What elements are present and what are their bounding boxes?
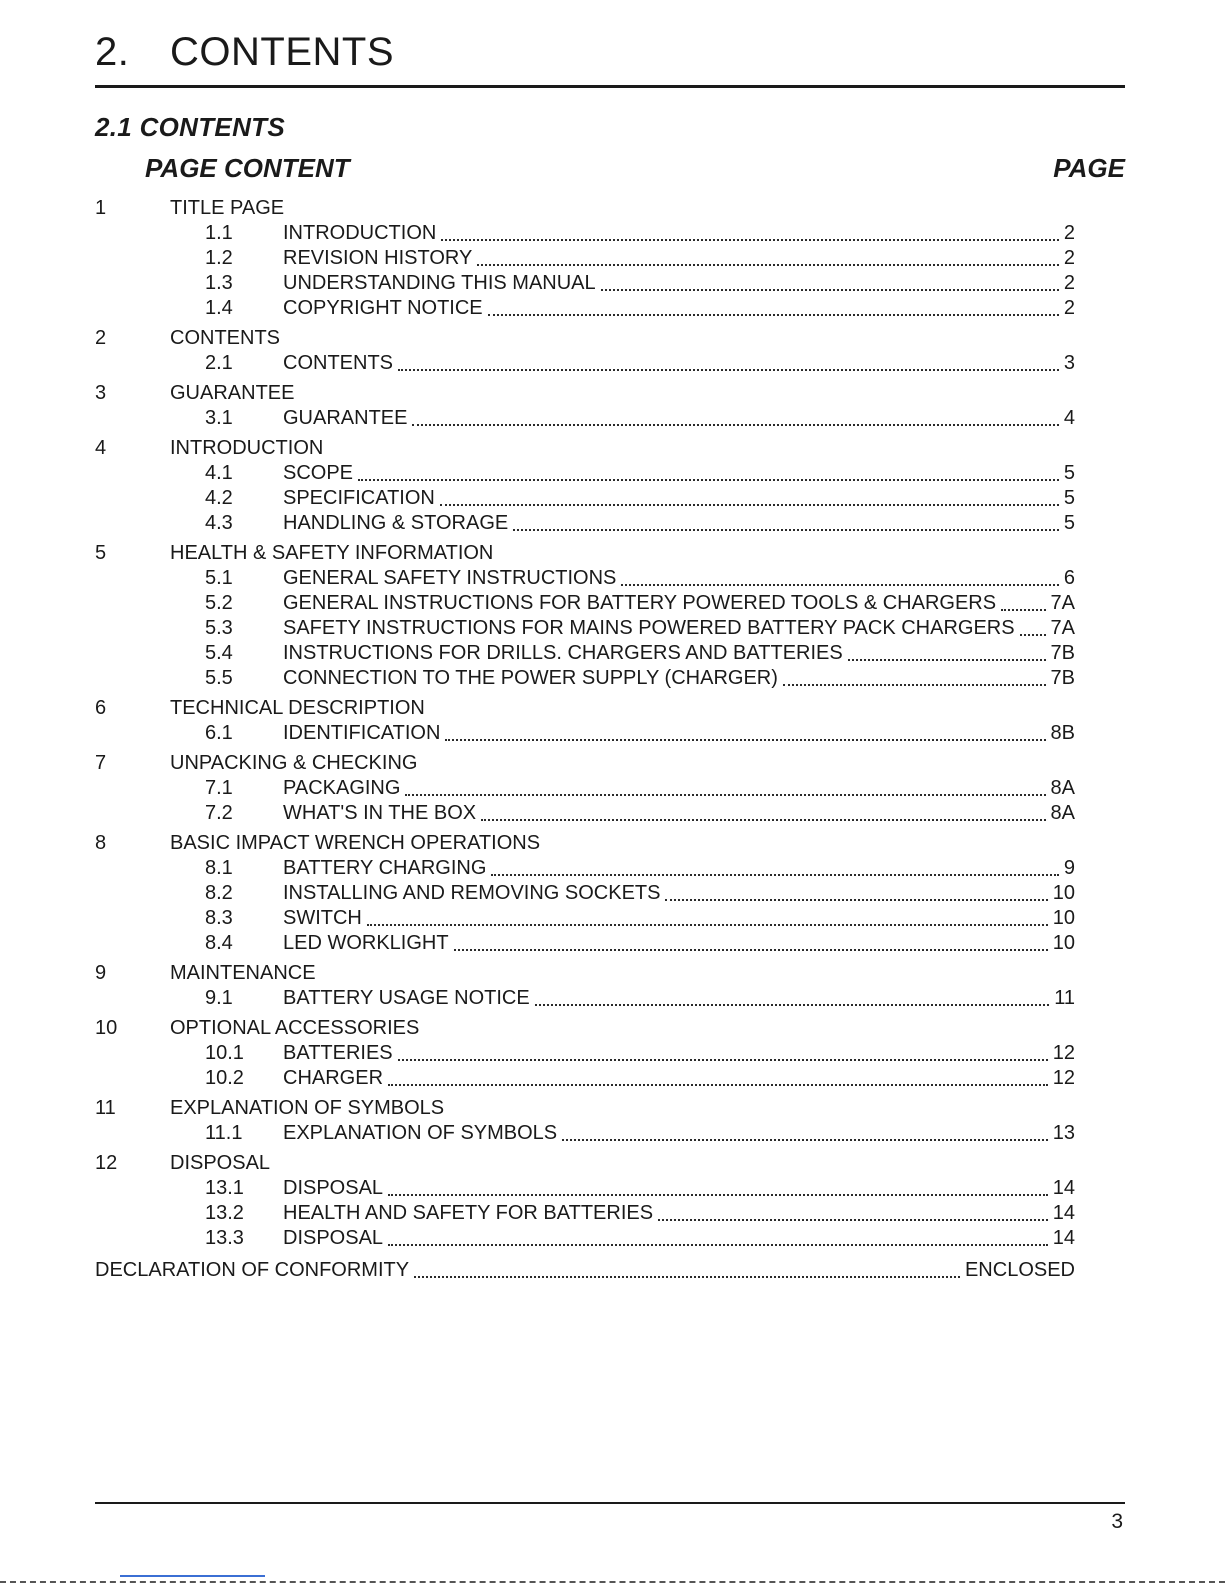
section-number: 11 bbox=[95, 1097, 116, 1119]
toc-item-row bbox=[95, 246, 1125, 271]
section-title: OPTIONAL ACCESSORIES bbox=[170, 1017, 420, 1039]
toc-item-row bbox=[95, 351, 1125, 376]
declaration-row bbox=[95, 1258, 1125, 1283]
toc-section-row bbox=[95, 381, 1125, 406]
leader-dots bbox=[454, 949, 1048, 951]
item-title: INSTRUCTIONS FOR DRILLS. CHARGERS AND BATTERIES bbox=[283, 642, 843, 664]
section-number: 5 bbox=[95, 542, 107, 564]
item-page: 12 bbox=[1052, 1042, 1075, 1064]
item-page: 14 bbox=[1052, 1177, 1075, 1199]
section-title: UNPACKING & CHECKING bbox=[170, 752, 418, 774]
toc-item-row bbox=[95, 591, 1125, 616]
leader-dots bbox=[440, 504, 1059, 506]
item-title: INSTALLING AND REMOVING SOCKETS bbox=[283, 882, 661, 904]
leader-dots bbox=[445, 739, 1045, 741]
toc-item-row bbox=[95, 616, 1125, 641]
item-title: GUARANTEE bbox=[283, 407, 408, 429]
chapter-title: CONTENTS bbox=[170, 30, 394, 74]
chapter-number: 2. bbox=[95, 30, 130, 74]
toc-item-row bbox=[95, 721, 1125, 746]
item-title: DISPOSAL bbox=[283, 1177, 384, 1199]
leader-dots bbox=[601, 289, 1059, 291]
item-page: 11 bbox=[1054, 987, 1075, 1009]
item-number: 1.3 bbox=[205, 272, 233, 294]
section-number: 12 bbox=[95, 1152, 118, 1174]
declaration-page: ENCLOSED bbox=[964, 1259, 1075, 1281]
item-page: 2 bbox=[1063, 247, 1075, 269]
section-title: EXPLANATION OF SYMBOLS bbox=[170, 1097, 445, 1119]
item-number: 2.1 bbox=[205, 352, 233, 374]
toc-item-row bbox=[95, 906, 1125, 931]
item-title: SCOPE bbox=[283, 462, 354, 484]
item-number: 1.1 bbox=[205, 222, 233, 244]
toc-section-row bbox=[95, 1096, 1125, 1121]
leader-dots bbox=[388, 1084, 1048, 1086]
section-title: TECHNICAL DESCRIPTION bbox=[170, 697, 425, 719]
toc-item-row bbox=[95, 406, 1125, 431]
section-number: 4 bbox=[95, 437, 107, 459]
item-title: BATTERIES bbox=[283, 1042, 393, 1064]
leader-dots bbox=[388, 1244, 1048, 1246]
toc-item-row bbox=[95, 776, 1125, 801]
item-page: 10 bbox=[1052, 882, 1075, 904]
item-number: 7.1 bbox=[205, 777, 233, 799]
item-number: 9.1 bbox=[205, 987, 233, 1009]
leader-dots bbox=[388, 1194, 1048, 1196]
section-number: 6 bbox=[95, 697, 107, 719]
section-title: TITLE PAGE bbox=[170, 197, 285, 219]
item-title: BATTERY CHARGING bbox=[283, 857, 487, 879]
chapter-heading bbox=[95, 0, 1125, 75]
leader-dots bbox=[665, 899, 1047, 901]
toc-item-row bbox=[95, 881, 1125, 906]
toc-item-row bbox=[95, 1041, 1125, 1066]
section-number: 7 bbox=[95, 752, 107, 774]
page-content bbox=[95, 0, 1125, 1283]
item-number: 10.1 bbox=[205, 1042, 244, 1064]
section-number: 9 bbox=[95, 962, 107, 984]
toc-item-row bbox=[95, 641, 1125, 666]
leader-dots bbox=[367, 924, 1048, 926]
scan-artifact-blue-line bbox=[120, 1575, 265, 1577]
leader-dots bbox=[491, 874, 1059, 876]
item-number: 8.4 bbox=[205, 932, 233, 954]
section-number: 10 bbox=[95, 1017, 118, 1039]
item-page: 10 bbox=[1052, 932, 1075, 954]
item-number: 5.4 bbox=[205, 642, 233, 664]
toc-item-row bbox=[95, 566, 1125, 591]
item-title: INTRODUCTION bbox=[283, 222, 437, 244]
item-number: 8.1 bbox=[205, 857, 233, 879]
footer-rule bbox=[95, 1502, 1125, 1504]
item-number: 4.3 bbox=[205, 512, 233, 534]
leader-dots bbox=[477, 264, 1059, 266]
toc-item-row bbox=[95, 856, 1125, 881]
column-header-page: PAGE bbox=[1053, 153, 1125, 183]
toc-item-row bbox=[95, 801, 1125, 826]
item-title: CONNECTION TO THE POWER SUPPLY (CHARGER) bbox=[283, 667, 778, 689]
leader-dots bbox=[405, 794, 1045, 796]
section-title: MAINTENANCE bbox=[170, 962, 316, 984]
toc-list bbox=[95, 196, 1125, 1251]
subsection-title: 2.1 CONTENTS bbox=[95, 112, 285, 142]
item-number: 5.2 bbox=[205, 592, 233, 614]
item-number: 5.1 bbox=[205, 567, 233, 589]
declaration-title: DECLARATION OF CONFORMITY bbox=[95, 1259, 410, 1281]
item-title: WHAT'S IN THE BOX bbox=[283, 802, 477, 824]
item-number: 4.2 bbox=[205, 487, 233, 509]
section-number: 3 bbox=[95, 382, 107, 404]
item-page: 14 bbox=[1052, 1227, 1075, 1249]
toc-item-row bbox=[95, 666, 1125, 691]
leader-dots bbox=[562, 1139, 1048, 1141]
leader-dots bbox=[398, 1059, 1048, 1061]
item-title: GENERAL SAFETY INSTRUCTIONS bbox=[283, 567, 617, 589]
item-page: 2 bbox=[1063, 222, 1075, 244]
item-number: 3.1 bbox=[205, 407, 233, 429]
item-number: 5.3 bbox=[205, 617, 233, 639]
leader-dots bbox=[414, 1276, 960, 1278]
item-page: 4 bbox=[1063, 407, 1075, 429]
section-number: 1 bbox=[95, 197, 107, 219]
item-title: CONTENTS bbox=[283, 352, 393, 374]
item-page: 7A bbox=[1050, 617, 1075, 639]
item-page: 8B bbox=[1050, 722, 1075, 744]
item-title: GENERAL INSTRUCTIONS FOR BATTERY POWERED TOOLS & CHARGERS bbox=[283, 592, 997, 614]
item-page: 7B bbox=[1050, 642, 1075, 664]
item-page: 5 bbox=[1063, 462, 1075, 484]
toc-section-row bbox=[95, 751, 1125, 776]
item-number: 6.1 bbox=[205, 722, 233, 744]
toc-item-row bbox=[95, 461, 1125, 486]
item-number: 8.2 bbox=[205, 882, 233, 904]
toc-item-row bbox=[95, 1226, 1125, 1251]
leader-dots bbox=[513, 529, 1059, 531]
section-title: BASIC IMPACT WRENCH OPERATIONS bbox=[170, 832, 541, 854]
item-number: 5.5 bbox=[205, 667, 233, 689]
item-page: 7B bbox=[1050, 667, 1075, 689]
leader-dots bbox=[783, 684, 1046, 686]
item-page: 7A bbox=[1050, 592, 1075, 614]
leader-dots bbox=[848, 659, 1046, 661]
item-page: 12 bbox=[1052, 1067, 1075, 1089]
toc-item-row bbox=[95, 1121, 1125, 1146]
leader-dots bbox=[488, 314, 1059, 316]
item-page: 2 bbox=[1063, 272, 1075, 294]
item-page: 8A bbox=[1050, 777, 1075, 799]
column-header-row bbox=[95, 153, 1125, 184]
item-page: 14 bbox=[1052, 1202, 1075, 1224]
toc-section-row bbox=[95, 1151, 1125, 1176]
item-number: 8.3 bbox=[205, 907, 233, 929]
toc-section-row bbox=[95, 831, 1125, 856]
leader-dots bbox=[398, 369, 1059, 371]
item-number: 4.1 bbox=[205, 462, 233, 484]
leader-dots bbox=[1001, 609, 1045, 611]
toc-section-row bbox=[95, 326, 1125, 351]
item-title: SAFETY INSTRUCTIONS FOR MAINS POWERED BATTERY PACK CHARGERS bbox=[283, 617, 1015, 639]
toc-item-row bbox=[95, 511, 1125, 536]
leader-dots bbox=[412, 424, 1058, 426]
toc-section-row bbox=[95, 436, 1125, 461]
section-title: HEALTH & SAFETY INFORMATION bbox=[170, 542, 494, 564]
section-number: 2 bbox=[95, 327, 107, 349]
item-number: 13.3 bbox=[205, 1227, 244, 1249]
leader-dots bbox=[441, 239, 1059, 241]
item-page: 9 bbox=[1063, 857, 1075, 879]
item-title: UNDERSTANDING THIS MANUAL bbox=[283, 272, 596, 294]
toc-section-row bbox=[95, 196, 1125, 221]
toc-section-row bbox=[95, 961, 1125, 986]
leader-dots bbox=[481, 819, 1045, 821]
item-page: 13 bbox=[1052, 1122, 1075, 1144]
item-number: 1.4 bbox=[205, 297, 233, 319]
item-title: EXPLANATION OF SYMBOLS bbox=[283, 1122, 558, 1144]
toc-section-row bbox=[95, 696, 1125, 721]
item-title: SWITCH bbox=[283, 907, 362, 929]
toc-item-row bbox=[95, 271, 1125, 296]
leader-dots bbox=[535, 1004, 1050, 1006]
page-number: 3 bbox=[1111, 1510, 1123, 1533]
leader-dots bbox=[658, 1219, 1048, 1221]
toc-section-row bbox=[95, 1016, 1125, 1041]
toc-item-row bbox=[95, 486, 1125, 511]
item-number: 13.2 bbox=[205, 1202, 244, 1224]
item-page: 5 bbox=[1063, 512, 1075, 534]
toc-item-row bbox=[95, 1176, 1125, 1201]
item-page: 8A bbox=[1050, 802, 1075, 824]
toc-item-row bbox=[95, 986, 1125, 1011]
toc-item-row bbox=[95, 1201, 1125, 1226]
item-number: 13.1 bbox=[205, 1177, 244, 1199]
leader-dots bbox=[621, 584, 1058, 586]
section-title: CONTENTS bbox=[170, 327, 280, 349]
item-page: 5 bbox=[1063, 487, 1075, 509]
section-number: 8 bbox=[95, 832, 107, 854]
item-page: 10 bbox=[1052, 907, 1075, 929]
heading-rule bbox=[95, 85, 1125, 88]
column-header-content: PAGE CONTENT bbox=[145, 153, 350, 183]
item-title: SPECIFICATION bbox=[283, 487, 435, 509]
item-title: HEALTH AND SAFETY FOR BATTERIES bbox=[283, 1202, 654, 1224]
section-title: DISPOSAL bbox=[170, 1152, 271, 1174]
toc-item-row bbox=[95, 931, 1125, 956]
item-page: 3 bbox=[1063, 352, 1075, 374]
section-title: GUARANTEE bbox=[170, 382, 295, 404]
item-number: 10.2 bbox=[205, 1067, 244, 1089]
item-title: DISPOSAL bbox=[283, 1227, 384, 1249]
item-page: 6 bbox=[1063, 567, 1075, 589]
item-title: REVISION HISTORY bbox=[283, 247, 473, 269]
item-page: 2 bbox=[1063, 297, 1075, 319]
leader-dots bbox=[1020, 634, 1046, 636]
item-number: 11.1 bbox=[205, 1122, 243, 1144]
toc-section-row bbox=[95, 541, 1125, 566]
toc-item-row bbox=[95, 296, 1125, 321]
item-number: 1.2 bbox=[205, 247, 233, 269]
scan-artifact-dashed-edge bbox=[0, 1581, 1225, 1583]
section-title: INTRODUCTION bbox=[170, 437, 324, 459]
toc-item-row bbox=[95, 221, 1125, 246]
item-title: LED WORKLIGHT bbox=[283, 932, 449, 954]
item-title: BATTERY USAGE NOTICE bbox=[283, 987, 530, 1009]
item-title: COPYRIGHT NOTICE bbox=[283, 297, 483, 319]
item-title: PACKAGING bbox=[283, 777, 401, 799]
item-title: CHARGER bbox=[283, 1067, 384, 1089]
item-title: IDENTIFICATION bbox=[283, 722, 441, 744]
toc-item-row bbox=[95, 1066, 1125, 1091]
leader-dots bbox=[358, 479, 1059, 481]
item-title: HANDLING & STORAGE bbox=[283, 512, 509, 534]
item-number: 7.2 bbox=[205, 802, 233, 824]
